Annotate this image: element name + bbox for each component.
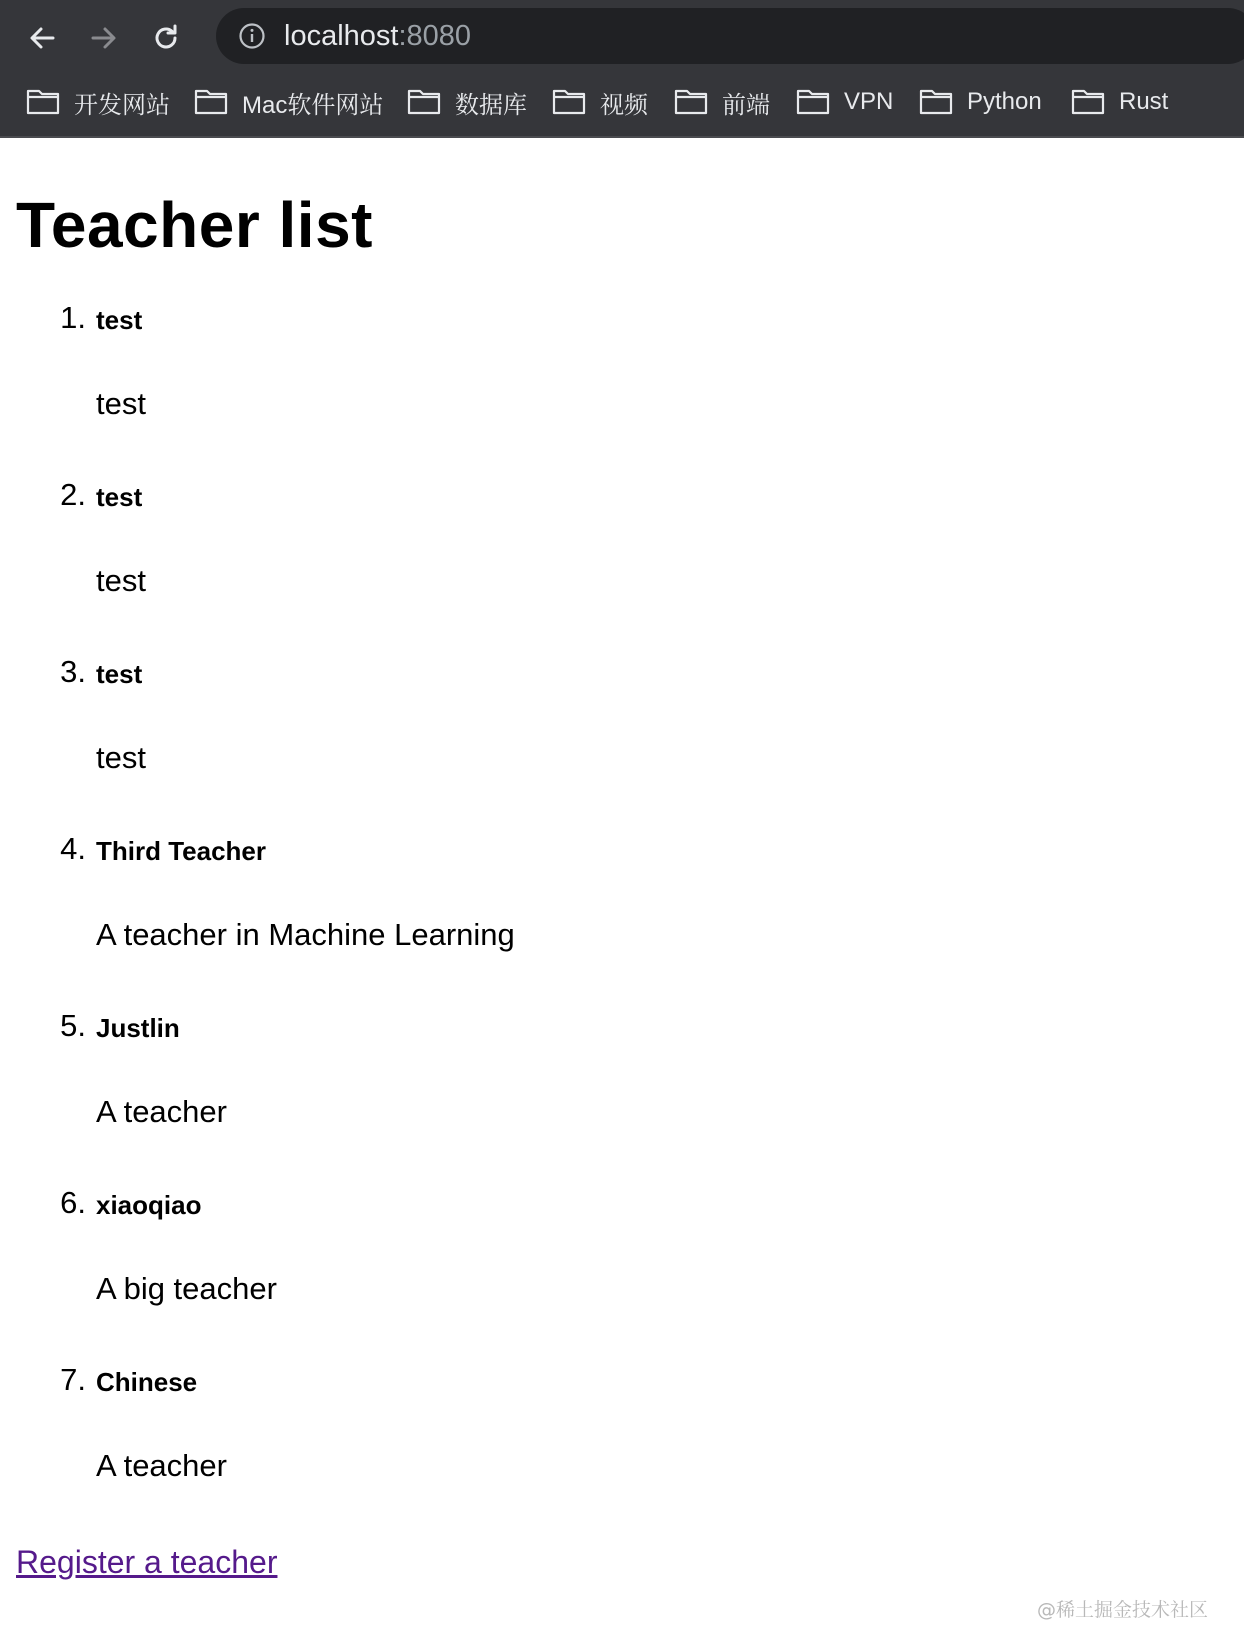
- teacher-description: A big teacher: [96, 1271, 277, 1306]
- bookmark-label: 视频: [600, 91, 648, 119]
- list-item: [0, 652, 1244, 829]
- list-number: 2.: [60, 477, 86, 512]
- chrome-divider: [0, 136, 1244, 138]
- list-item: [0, 1360, 1244, 1537]
- teacher-description: test: [96, 563, 146, 598]
- teacher-name: Chinese: [96, 1367, 198, 1397]
- teacher-name: test: [96, 305, 143, 335]
- back-button[interactable]: [18, 14, 66, 62]
- teacher-description: A teacher: [96, 1094, 227, 1129]
- teacher-list: [0, 298, 1244, 1537]
- folder-icon: [407, 88, 441, 116]
- arrow-right-icon: [88, 22, 120, 54]
- browser-chrome: [0, 0, 1244, 138]
- url-host: localhost: [284, 20, 399, 52]
- page-title: Teacher list: [16, 189, 373, 261]
- bookmark-folder[interactable]: [674, 80, 770, 124]
- address-bar[interactable]: [216, 8, 1244, 64]
- bookmark-folder[interactable]: [552, 80, 648, 124]
- folder-icon: [796, 88, 830, 116]
- folder-icon: [552, 88, 586, 116]
- teacher-description: A teacher in Machine Learning: [96, 917, 515, 952]
- reload-button[interactable]: [142, 14, 190, 62]
- register-teacher-link[interactable]: Register a teacher: [16, 1544, 278, 1580]
- folder-icon: [194, 88, 228, 116]
- url-port: :8080: [398, 20, 472, 52]
- url-text[interactable]: [284, 8, 471, 64]
- list-number: 5.: [60, 1008, 86, 1043]
- list-number: 4.: [60, 831, 86, 866]
- teacher-name: test: [96, 659, 143, 689]
- bookmark-label: VPN: [844, 88, 894, 115]
- forward-button[interactable]: [80, 14, 128, 62]
- list-item: [0, 475, 1244, 652]
- folder-icon: [919, 88, 953, 116]
- list-item: [0, 1006, 1244, 1183]
- reload-icon: [150, 22, 182, 54]
- browser-toolbar: [0, 0, 1244, 74]
- folder-icon: [674, 88, 708, 116]
- list-number: 6.: [60, 1185, 86, 1220]
- teacher-name: xiaoqiao: [96, 1190, 202, 1220]
- bookmark-label: Rust: [1119, 88, 1169, 115]
- bookmark-label: 开发网站: [74, 91, 170, 119]
- bookmark-folder[interactable]: [796, 80, 893, 124]
- list-item: [0, 298, 1244, 475]
- teacher-description: test: [96, 740, 146, 775]
- teacher-description: A teacher: [96, 1448, 227, 1483]
- bookmark-folder[interactable]: [26, 80, 170, 124]
- bookmark-label: Mac软件网站: [242, 91, 384, 119]
- list-number: 1.: [60, 300, 86, 335]
- teacher-description: test: [96, 386, 146, 421]
- teacher-name: Third Teacher: [96, 836, 267, 866]
- list-item: [0, 829, 1244, 1006]
- folder-icon: [1071, 88, 1105, 116]
- info-icon[interactable]: [238, 22, 266, 50]
- bookmark-label: Python: [967, 88, 1042, 115]
- bookmark-folder[interactable]: [407, 80, 527, 124]
- bookmark-folder[interactable]: [1071, 80, 1168, 124]
- bookmark-label: 前端: [722, 91, 770, 119]
- folder-icon: [26, 88, 60, 116]
- list-item: [0, 1183, 1244, 1360]
- bookmark-folder[interactable]: [919, 80, 1042, 124]
- list-number: 3.: [60, 654, 86, 689]
- bookmark-folder[interactable]: [194, 80, 383, 124]
- list-number: 7.: [60, 1362, 86, 1397]
- bookmarks-bar: [0, 80, 1244, 124]
- teacher-name: Justlin: [96, 1013, 180, 1043]
- bookmark-label: 数据库: [455, 91, 527, 119]
- arrow-left-icon: [26, 22, 58, 54]
- teacher-name: test: [96, 482, 143, 512]
- watermark: @稀土掘金技术社区: [1036, 1599, 1208, 1621]
